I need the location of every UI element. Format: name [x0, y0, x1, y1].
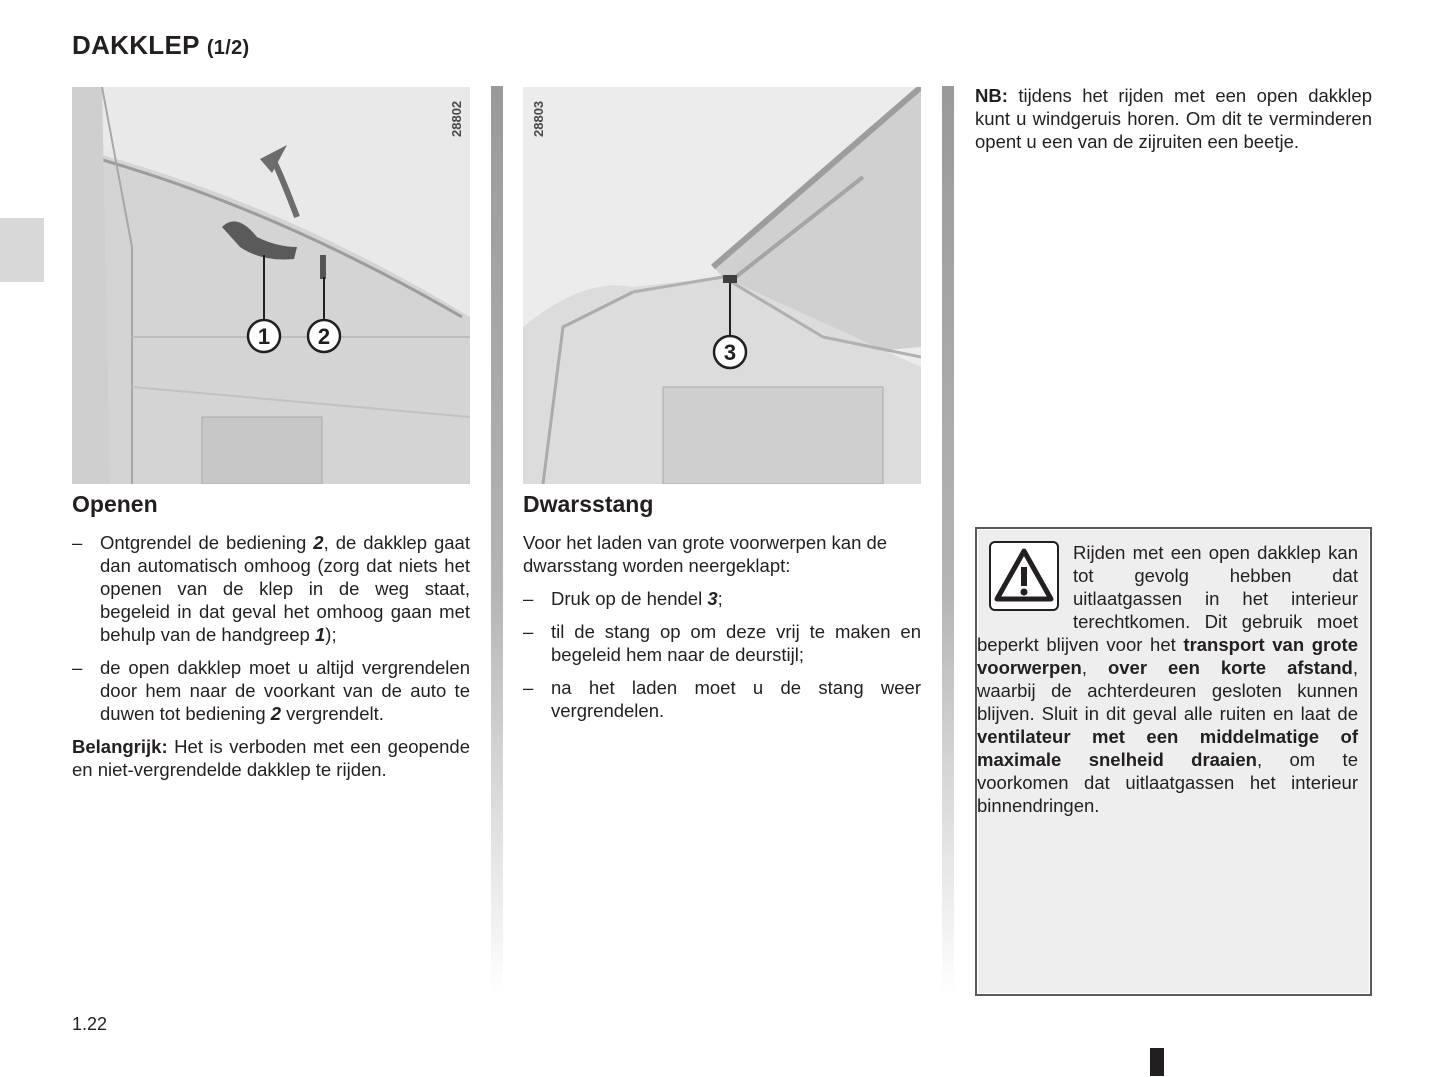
nb-label: NB:: [975, 85, 1008, 106]
warning-triangle-icon: [989, 541, 1059, 611]
intro-text: Voor het laden van grote voorwerpen kan de dwarsstang worden neergeklapt:: [523, 532, 888, 576]
emphasis: transport van grote voorwerpen: [977, 634, 1359, 678]
text: Ontgrendel de bediening: [100, 532, 314, 553]
emphasis: over een korte afstand: [1107, 657, 1353, 678]
text: til de stang op om deze vrij te maken en begeleid hem naar de deurstijl;: [551, 621, 921, 665]
callout-1-label: 1: [257, 324, 271, 349]
text: , om te voorkomen dat uitlaatgassen het interieur binnendringen.: [977, 749, 1358, 816]
page-number: 1.22: [72, 1014, 108, 1034]
section-openen: [72, 491, 470, 791]
list-item: [72, 531, 470, 646]
text: na het laden moet u de stang weer vergrendelen.: [551, 677, 921, 721]
nb-note: [975, 84, 1372, 153]
title-part: (1/2): [206, 37, 250, 59]
cross-bar-illustration: [523, 87, 921, 484]
text: ;: [717, 588, 723, 609]
column-divider-1: [491, 86, 503, 996]
ref-number: 2: [270, 703, 282, 724]
callout-2: [308, 320, 340, 352]
important-text: Het is verboden met een geopende en niet-vergrendelde dakklep te rijden.: [72, 736, 470, 780]
callout-1: [248, 320, 280, 352]
section-dwarsstang: [523, 491, 921, 732]
callout-3-label: 3: [723, 340, 737, 365]
figure-number: 28803: [531, 100, 546, 137]
list-item: [523, 620, 921, 666]
emphasis: ventilateur met een middelmatige of maximale snelheid draaien: [977, 726, 1358, 770]
callout-2-label: 2: [317, 324, 331, 349]
callout-3: [714, 336, 746, 368]
important-note: [72, 735, 470, 781]
text: vergrendelt.: [281, 703, 384, 724]
nb-text: tijdens het rijden met een open dakklep kunt u windgeruis horen. Om dit te verminderen opent u een van de zijruiten een beetje.: [975, 85, 1372, 152]
page-edge-marker: [1150, 1048, 1164, 1076]
warning-box: [975, 527, 1372, 996]
section-heading: Dwarsstang: [523, 491, 654, 517]
figure-number: 28802: [449, 100, 464, 137]
text: , waarbij de achterdeuren gesloten kunnen blijven. Sluit in dit geval alle ruiten en laat de: [977, 657, 1358, 724]
column-divider-2: [942, 86, 954, 996]
text: );: [325, 624, 337, 645]
page-title: [72, 30, 249, 61]
list-item: [523, 587, 921, 610]
important-label: Belangrijk:: [72, 736, 168, 757]
ref-number: 3: [707, 588, 718, 609]
text: ,: [1081, 657, 1108, 678]
ref-number: 1: [315, 624, 326, 645]
title-main: DAKKLEP: [72, 30, 200, 60]
section-heading: Openen: [72, 491, 158, 517]
roof-hatch-illustration: [72, 87, 470, 484]
dash: –: [72, 657, 83, 678]
dash: –: [72, 532, 83, 553]
list-item: [523, 676, 921, 722]
list-item: [72, 656, 470, 725]
chapter-tab: [0, 218, 44, 282]
text: de open dakklep moet u altijd vergrendelen door hem naar de voorkant van de auto te duwen tot bediening: [100, 657, 470, 724]
dash: –: [523, 621, 534, 642]
figure-cross-bar: [523, 87, 921, 484]
text: Druk op de hendel: [551, 588, 708, 609]
dash: –: [523, 677, 534, 698]
text: , de dakklep gaat dan automatisch omhoog (zorg dat niets het openen van de klep in de weg staat, begeleid in dat geval het omhoog gaan met behulp van de handgreep: [100, 532, 470, 645]
text: Rijden met een open dakklep kan tot gevolg hebben dat uitlaatgassen in het interieur terechtkomen. Dit gebruik moet beperkt blijven voor het: [977, 542, 1358, 655]
ref-number: 2: [313, 532, 324, 553]
dash: –: [523, 588, 534, 609]
figure-roof-hatch-open: [72, 87, 470, 484]
